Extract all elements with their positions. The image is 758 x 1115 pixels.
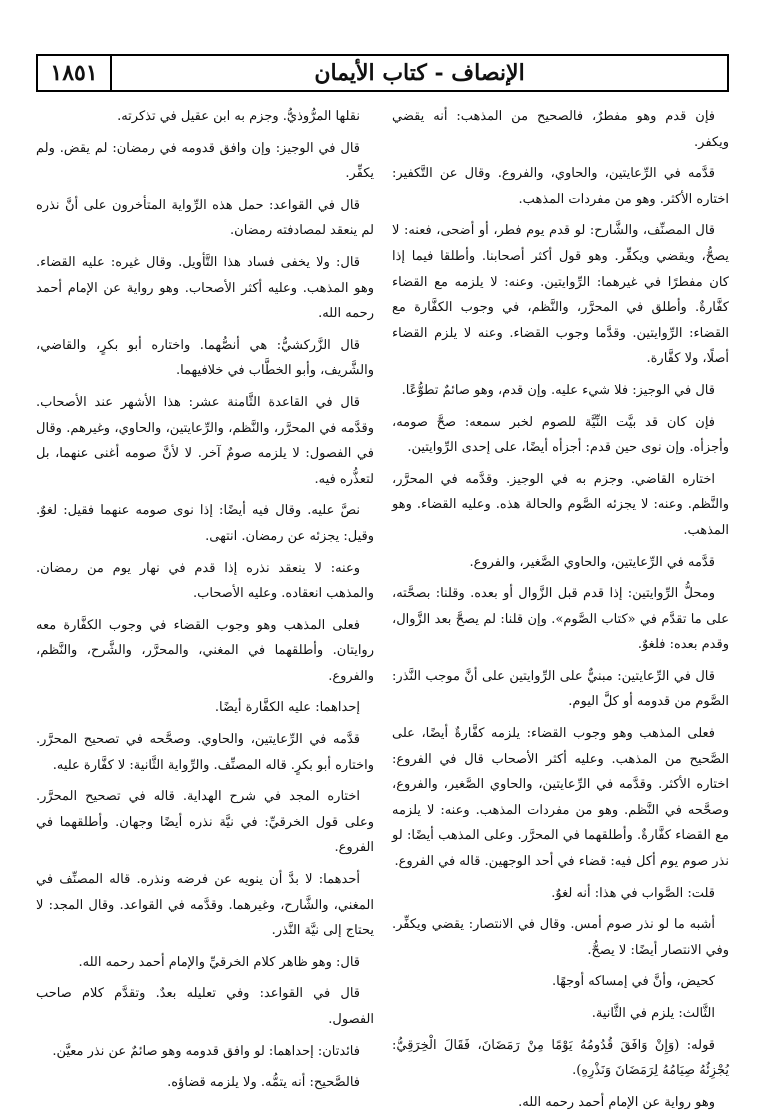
paragraph: قوله: (وَإِنْ وَافَقَ قُدُومُهُ يَوْمًا مِنْ رَمَضَانَ، فَقَالَ الْخِرَقِيُّ: يُجْزِئُهُ صِيَامُهُ لِرَمَضَانَ وَنَذْرِهِ). (392, 1037, 729, 1079)
paragraph: قال في القواعد: وفي تعليله بعدٌ. وتقدَّم كلام صاحب الفصول. (36, 986, 374, 1027)
page-number: ١٨٥١ (38, 56, 112, 90)
paragraph: فالصَّحيح: أنه يتمُّه. ولا يلزمه قضاؤه. (167, 1075, 360, 1091)
paragraph: قال في الوجيز: فلا شيء عليه. وإن قدم، وهو صائمٌ تطوُّعًا. (401, 382, 715, 398)
paragraph: اختاره المجد في شرح الهداية. قاله في تصحيح المحرَّر. وعلى قول الخرقيِّ: في نيَّة نذره أيضًا وجهان. وأطلقهما في الفروع. (36, 789, 374, 856)
paragraph: ومحلُّ الرِّوايتين: إذا قدم قبل الزَّوال أو بعده. وقلنا: بصحَّته، على ما تقدَّم في «كتاب الصَّوم». وإن قلنا: لم يصحَّ بعد الزَّوال، وقدم بعده: فلغوٌ. (392, 586, 729, 653)
paragraph: إحداهما: عليه الكفَّارة أيضًا. (214, 700, 360, 716)
paragraph: قدَّمه في الرِّعايتين، والحاوي، والفروع. وقال عن التَّكفير: اختاره الأكثر. وهو من مفردات المذهب. (392, 166, 729, 207)
left-column (36, 104, 374, 1094)
paragraph: فإن كان قد بيَّت النِّيَّة للصوم لخبر سمعه: صحَّ صومه، وأجزأه. وإن نوى حين قدم: أجزأه أيضًا، على إحدى الرِّوايتين. (392, 414, 729, 456)
paragraph: قال المصنِّف، والشَّارح: لو قدم يوم فطر، أو أضحى، فعنه: لا يصحُّ، ويقضي ويكفِّر. وهو قول أكثر أصحابنا. وأطلقا فيما إذا كان مفطرًا في غيرهما: الرِّوايتين. وعنه: لا يلزمه مع القضاء كفَّارةٌ. وأطلق في المحرَّر، والنَّظم، في وجوب الكفَّارة مع القضاء: الرِّوايتين. وقدَّما وجوب القضاء. وعنه لا يلزم القضاء أصلًا، ولا كفَّارة. (392, 223, 729, 367)
paragraph: فعلى المذهب وهو وجوب القضاء في وجوب الكفَّارة معه روايتان. وأطلقهما في المغني، والمحرَّر، والشَّرح، والنَّظم، والفروع. (36, 617, 374, 684)
paragraph: قال في الوجيز: وإن وافق قدومه في رمضان: لم يقض. ولم يكفِّر. (36, 140, 374, 182)
paragraph: قال الزَّركشيُّ: هي أنصُّهما. واختاره أبو بكرٍ، والقاضي، والشَّريف، وأبو الخطَّاب في خلافيهما. (36, 337, 374, 379)
paragraph: اختاره القاضي. وجزم به في الوجيز. وقدَّمه في المحرَّر، والنَّظم. وعنه: لا يجزئه الصَّوم والحالة هذه. وعليه القضاء. وهو المذهب. (392, 471, 729, 538)
paragraph: الثَّالث: يلزم في الثَّانية. (591, 1006, 715, 1021)
paragraph: نقلها المرُّوذيُّ. وجزم به ابن عقيل في تذكرته. (117, 109, 360, 124)
paragraph: قال: ولا يخفى فساد هذا التَّأويل. وقال غيره: عليه القضاء. وهو المذهب. وعليه أكثر الأصحاب. وهو رواية عن الإمام أحمد رحمه الله. (36, 254, 374, 322)
paragraph: قال في القواعد: حمل هذه الرِّواية المتأخرون على أنَّ نذره لم ينعقد لمصادفته رمضان. (36, 197, 374, 239)
paragraph: أشبه ما لو نذر صوم أمس. وقال في الانتصار: يقضي ويكفِّر. وفي الانتصار أيضًا: لا يصحُّ. (392, 917, 729, 958)
paragraph: فعلى المذهب وهو وجوب القضاء: يلزمه كفَّارةٌ أيضًا، على الصَّحيح من المذهب. وعليه أكثر الأصحاب قال في الفروع: اختاره الأكثر. وقدَّمه في الرِّعايتين، والحاوي الصَّغير، والفروع، وصحَّحه في النَّظم. وهو من مفردات المذهب. وعنه: لا يلزمه مع القضاء كفَّارةٌ. وأطلقهما في المحرَّر. وعلى المذهب أيضًا: لو نذر صوم يوم أكل فيه: قضاء في أحد الوجهين. قاله في الفروع. (392, 726, 729, 870)
paragraph: قال: وهو ظاهر كلام الخرقيِّ والإمام أحمد رحمه الله. (78, 954, 360, 970)
paragraph: قلت: الصَّواب في هذا: أنه لغوٌ. (551, 885, 715, 901)
paragraph: قال في الرِّعايتين: مبنيٌّ على الرِّوايتين على أنَّ موجب النَّذر: الصَّوم من قدومه أو كلَّ اليوم. (392, 668, 729, 710)
right-column (392, 104, 729, 1110)
paragraph: قدَّمه في الرِّعايتين، والحاوي الصَّغير، والفروع. (469, 554, 715, 570)
paragraph: وهو رواية عن الإمام أحمد رحمه الله. (518, 1094, 715, 1110)
page-header (36, 54, 729, 92)
paragraph: أحدهما: لا بدَّ أن ينويه عن فرضه ونذره. قاله المصنِّف في المغني، والشَّارح، وغيرهما. وقدَّمه في القواعد. وقال المجد: لا يحتاج إلى نيَّة النَّذر. (36, 872, 374, 939)
paragraph: قال في القاعدة الثَّامنة عشر: هذا الأشهر عند الأصحاب. وقدَّمه في المحرَّر، والنَّظم، والرِّعايتين، والحاوي، وغيرهم. وقال في الفصول: لا يلزمه صومٌ آخر. لا لأنَّ صومه أغنى عنهما، بل لتعذُّره فيه. (36, 394, 374, 487)
page-title: الإنصاف - كتاب الأيمان (314, 60, 525, 86)
paragraph: فائدتان: إحداهما: لو وافق قدومه وهو صائمٌ عن نذر معيَّن. (52, 1043, 360, 1059)
paragraph: قدَّمه في الرِّعايتين، والحاوي. وصحَّحه في تصحيح المحرَّر. واختاره أبو بكرٍ. قاله المصنِّف. والرِّواية الثَّانية: لا كفَّارة عليه. (36, 732, 374, 773)
paragraph: نصَّ عليه. وقال فيه أيضًا: إذا نوى صومه عنهما فقيل: لغوٌ. وقيل: يجزئه عن رمضان. انتهى. (36, 503, 374, 544)
paragraph: فإن قدم وهو مفطرٌ، فالصحيح من المذهب: أنه يقضي ويكفر. (392, 109, 729, 150)
paragraph: وعنه: لا ينعقد نذره إذا قدم في نهار يوم من رمضان. والمذهب انعقاده. وعليه الأصحاب. (36, 560, 374, 602)
paragraph: كحيض، وأنَّ في إمساكه أوجهًا. (552, 974, 715, 990)
